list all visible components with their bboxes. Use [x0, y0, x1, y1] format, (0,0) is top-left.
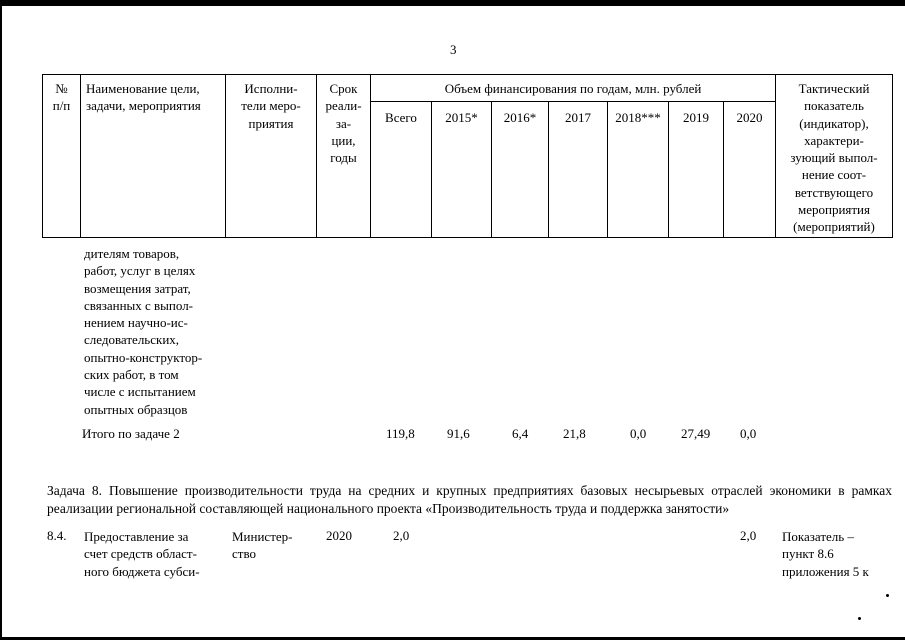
total-value-2016: 6,4 [512, 426, 529, 441]
total-value-2015: 91,6 [447, 426, 470, 441]
total-value-all: 119,8 [386, 426, 415, 441]
page-number: 3 [450, 42, 457, 57]
task8-heading: Задача 8. Повышение производительности труда на средних и крупных предприятиях базовых несырьевых отраслей экономики в рамках реализации региональной составляющей национального проекта «Производительность труда и поддержка занятости» [47, 483, 892, 516]
total-value-2017: 21,8 [563, 426, 586, 441]
row-indicator: Показатель – пункт 8.6 приложения 5 к [782, 529, 869, 579]
header-year-2015: 2015* [445, 110, 478, 125]
continuation-text: дителям товаров, работ, услуг в целях возмещения затрат, связанных с выпол- нением научно-ис- следовательских, опытно-конструктор- ских работ, в том числе с испытанием опытных образцов [84, 246, 203, 417]
scan-speck [886, 594, 889, 597]
scan-speck [858, 617, 861, 620]
header-year-2020: 2020 [736, 110, 763, 125]
total-label: Итого по задаче 2 [82, 426, 180, 441]
row-term: 2020 [326, 528, 352, 543]
row-executor: Министер- ство [232, 529, 293, 562]
page-left-border [0, 0, 2, 640]
header-indicator: Тактический показатель (индикатор), характери- зующий выпол- нение соот- ветствующего мероприятия (мероприятий) [790, 81, 878, 235]
header-funding: Объем финансирования по годам, млн. рублей [444, 81, 702, 96]
header-year-total: Всего [385, 110, 417, 125]
header-year-2018: 2018*** [615, 110, 661, 125]
total-value-2020: 0,0 [740, 426, 757, 441]
total-value-2018: 0,0 [630, 426, 647, 441]
row-2020: 2,0 [740, 528, 757, 543]
header-year-2017: 2017 [565, 110, 591, 125]
header-executor: Исполни- тели меро- приятия [241, 81, 301, 131]
row-name: Предоставление за счет средств област- ного бюджета субси- [84, 529, 200, 579]
header-name: Наименование цели, задачи, мероприятия [86, 81, 201, 114]
total-value-2019: 27,49 [681, 426, 711, 441]
row-total: 2,0 [393, 528, 410, 543]
header-year-2019: 2019 [683, 110, 709, 125]
page-top-border [0, 0, 905, 6]
header-year-2016: 2016* [503, 110, 537, 125]
row-num: 8.4. [47, 528, 67, 543]
header-term: Срок реали- за- ции, годы [325, 81, 362, 166]
header-num: № п/п [52, 81, 71, 114]
